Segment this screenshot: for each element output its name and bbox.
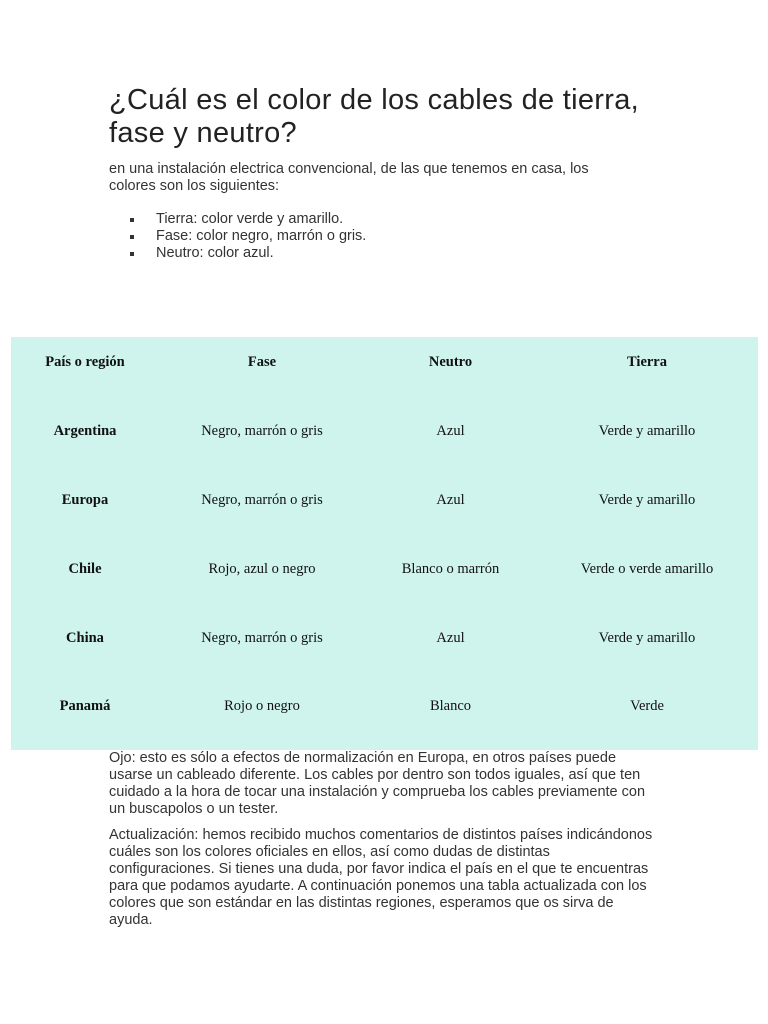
bullet-text-tierra: Tierra: color verde y amarillo. xyxy=(156,211,344,227)
table-cell-fase: Negro, marrón o gris xyxy=(201,423,323,440)
table-cell-country: Panamá xyxy=(59,698,111,715)
bullet-text-fase: Fase: color negro, marrón o gris. xyxy=(156,228,367,244)
page-title: ¿Cuál es el color de los cables de tierra, fase y neutro? xyxy=(109,84,640,149)
list-item xyxy=(130,211,366,228)
table-cell-country: Europa xyxy=(61,491,109,508)
header-pais: País o región xyxy=(45,354,125,371)
table-cell-tierra: Verde y amarillo xyxy=(598,491,696,508)
list-item xyxy=(130,228,366,245)
intro-paragraph: en una instalación electrica convencional, de las que tenemos en casa, los colores son los siguientes: xyxy=(109,161,589,194)
table-cell-country: Argentina xyxy=(53,423,117,440)
list-item xyxy=(130,245,366,262)
table-cell-fase: Rojo o negro xyxy=(224,698,300,715)
header-neutro: Neutro xyxy=(428,354,473,371)
wire-color-table xyxy=(11,337,758,750)
table-cell-neutro: Azul xyxy=(436,629,465,646)
bullet-text-neutro: Neutro: color azul. xyxy=(156,245,274,261)
update-paragraph: Actualización: hemos recibido muchos comentarios de distintos países indicándonos cuáles son los colores oficiales en ellos, así como dudas de distintas configuraciones. Si tienes una duda, por favor indica el país en el que te encuentras para que podamos ayudarte. A continuación ponemos una tabla actualizada con los colores que son estándar en las distintas regiones, esperamos que os sirva de ayuda. xyxy=(109,827,653,928)
normalization-note: Ojo: esto es sólo a efectos de normalización en Europa, en otros países puede usarse un cableado diferente. Los cables por dentro son todos iguales, así que ten cuidado a la hora de tocar una instalación y comprueba los cables previamente con un buscapolos o un tester. xyxy=(109,750,646,817)
table-cell-country: China xyxy=(66,629,104,646)
color-bullet-list xyxy=(130,211,366,262)
square-bullet-icon xyxy=(130,218,134,222)
table-cell-tierra: Verde y amarillo xyxy=(598,629,696,646)
table-cell-tierra: Verde y amarillo xyxy=(598,423,696,440)
table-cell-country: Chile xyxy=(68,560,102,577)
table-cell-fase: Negro, marrón o gris xyxy=(201,629,323,646)
table-cell-tierra: Verde o verde amarillo xyxy=(580,560,714,577)
square-bullet-icon xyxy=(130,235,134,239)
square-bullet-icon xyxy=(130,252,134,256)
table-cell-neutro: Blanco o marrón xyxy=(401,560,500,577)
header-fase: Fase xyxy=(247,354,277,371)
table-cell-neutro: Azul xyxy=(436,491,465,508)
table-cell-neutro: Azul xyxy=(436,423,465,440)
header-tierra: Tierra xyxy=(627,354,667,371)
table-cell-neutro: Blanco xyxy=(429,698,472,715)
table-cell-fase: Rojo, azul o negro xyxy=(208,560,316,577)
table-cell-fase: Negro, marrón o gris xyxy=(201,491,323,508)
table-cell-tierra: Verde xyxy=(630,698,664,715)
